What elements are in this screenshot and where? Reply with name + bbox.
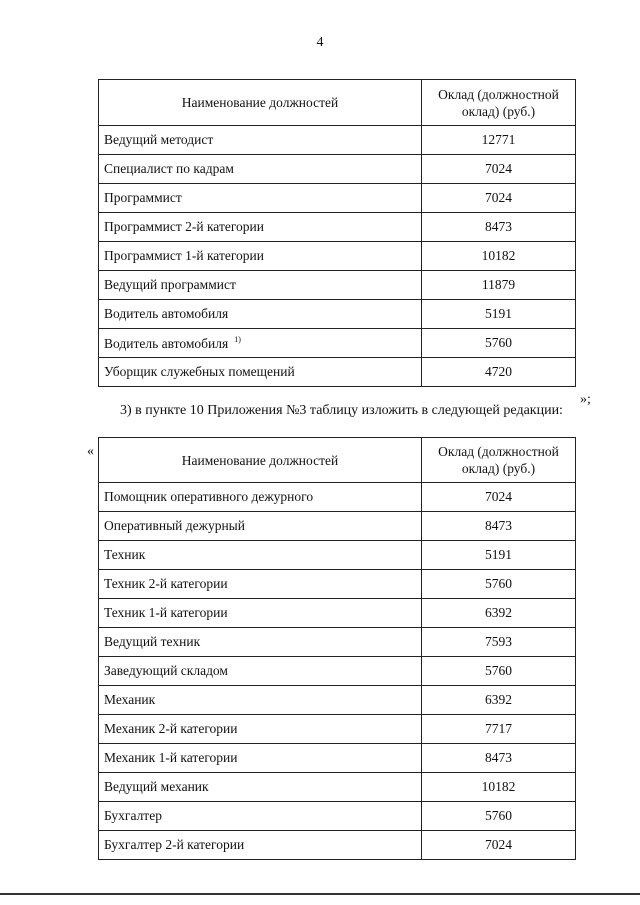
position-name: Бухгалтер [104, 808, 162, 823]
position-name-cell [99, 483, 422, 512]
position-name: Ведущий программист [104, 277, 236, 292]
position-name-cell [99, 541, 422, 570]
position-name-cell [99, 155, 422, 184]
table-row [99, 715, 576, 744]
position-name-cell [99, 512, 422, 541]
page-bottom-rule [0, 893, 640, 895]
salary-table-1 [98, 79, 576, 387]
footnote-marker: 1) [234, 334, 241, 344]
salary-value-cell: 12771 [422, 126, 576, 155]
table-row [99, 773, 576, 802]
salary-value-cell: 11879 [422, 271, 576, 300]
amendment-paragraph: 3) в пункте 10 Приложения №3 таблицу изложить в следующей редакции: [120, 403, 563, 418]
position-name-cell [99, 184, 422, 213]
salary-value-cell: 5191 [422, 541, 576, 570]
column-header-salary: Оклад (должностной оклад) (руб.) [422, 80, 576, 126]
table-row [99, 271, 576, 300]
position-name: Специалист по кадрам [104, 161, 234, 176]
table-row [99, 744, 576, 773]
position-name-cell [99, 358, 422, 387]
table-header-row [99, 80, 576, 126]
table-row [99, 686, 576, 715]
position-name: Ведущий методист [104, 132, 214, 147]
table-row [99, 483, 576, 512]
position-name-cell [99, 271, 422, 300]
position-name-cell [99, 773, 422, 802]
salary-value-cell: 7593 [422, 628, 576, 657]
position-name: Механик [104, 692, 156, 707]
salary-value-cell: 8473 [422, 213, 576, 242]
salary-value-cell: 4720 [422, 358, 576, 387]
salary-value-cell: 7024 [422, 831, 576, 860]
table-row [99, 541, 576, 570]
position-name: Техник 1-й категории [104, 605, 228, 620]
column-header-position: Наименование должностей [99, 438, 422, 483]
salary-value-cell: 6392 [422, 599, 576, 628]
position-name: Программист [104, 190, 182, 205]
position-name-cell [99, 300, 422, 329]
salary-value-cell: 8473 [422, 744, 576, 773]
table-row [99, 213, 576, 242]
position-name-cell [99, 744, 422, 773]
table-row [99, 184, 576, 213]
position-name-cell [99, 329, 422, 358]
salary-value-cell: 7024 [422, 155, 576, 184]
position-name: Заведующий складом [104, 663, 228, 678]
salary-value-cell: 10182 [422, 242, 576, 271]
closing-quote-mark: »; [580, 392, 591, 407]
position-name: Механик 2-й категории [104, 721, 238, 736]
position-name-cell [99, 242, 422, 271]
position-name-cell [99, 715, 422, 744]
position-name-cell [99, 213, 422, 242]
position-name: Техник [104, 547, 146, 562]
salary-table-2 [98, 437, 576, 860]
table-row [99, 570, 576, 599]
position-name-cell [99, 126, 422, 155]
column-header-salary: Оклад (должностной оклад) (руб.) [422, 438, 576, 483]
table-row [99, 126, 576, 155]
page-number: 4 [316, 35, 324, 50]
table-row [99, 358, 576, 387]
table-row [99, 300, 576, 329]
table-header-row [99, 438, 576, 483]
salary-value-cell: 5191 [422, 300, 576, 329]
salary-value-cell: 7024 [422, 483, 576, 512]
table-row [99, 512, 576, 541]
salary-value-cell: 5760 [422, 329, 576, 358]
salary-value-cell: 5760 [422, 570, 576, 599]
position-name-cell [99, 831, 422, 860]
position-name: Уборщик служебных помещений [104, 364, 295, 379]
table-row [99, 155, 576, 184]
salary-value-cell: 5760 [422, 802, 576, 831]
position-name-cell [99, 657, 422, 686]
position-name-cell [99, 802, 422, 831]
table-row [99, 599, 576, 628]
position-name: Ведущий механик [104, 779, 209, 794]
salary-value-cell: 7024 [422, 184, 576, 213]
position-name: Программист 1-й категории [104, 248, 264, 263]
column-header-position: Наименование должностей [99, 80, 422, 126]
table-row [99, 628, 576, 657]
table-row [99, 831, 576, 860]
position-name: Помощник оперативного дежурного [104, 489, 314, 504]
salary-value-cell: 5760 [422, 657, 576, 686]
position-name: Водитель автомобиля [104, 335, 229, 351]
table-row [99, 657, 576, 686]
position-name-cell [99, 628, 422, 657]
salary-value-cell: 7717 [422, 715, 576, 744]
position-name-cell [99, 686, 422, 715]
position-name-cell [99, 570, 422, 599]
salary-value-cell: 10182 [422, 773, 576, 802]
salary-value-cell: 6392 [422, 686, 576, 715]
position-name: Механик 1-й категории [104, 750, 238, 765]
table-row [99, 802, 576, 831]
position-name: Программист 2-й категории [104, 219, 264, 234]
position-name: Водитель автомобиля [104, 306, 229, 321]
position-name: Ведущий техник [104, 634, 201, 649]
table-row [99, 242, 576, 271]
table-row [99, 329, 576, 358]
position-name-cell [99, 599, 422, 628]
salary-value-cell: 8473 [422, 512, 576, 541]
opening-quote-mark: « [87, 444, 94, 459]
position-name: Техник 2-й категории [104, 576, 228, 591]
position-name: Оперативный дежурный [104, 518, 245, 533]
position-name: Бухгалтер 2-й категории [104, 837, 245, 852]
